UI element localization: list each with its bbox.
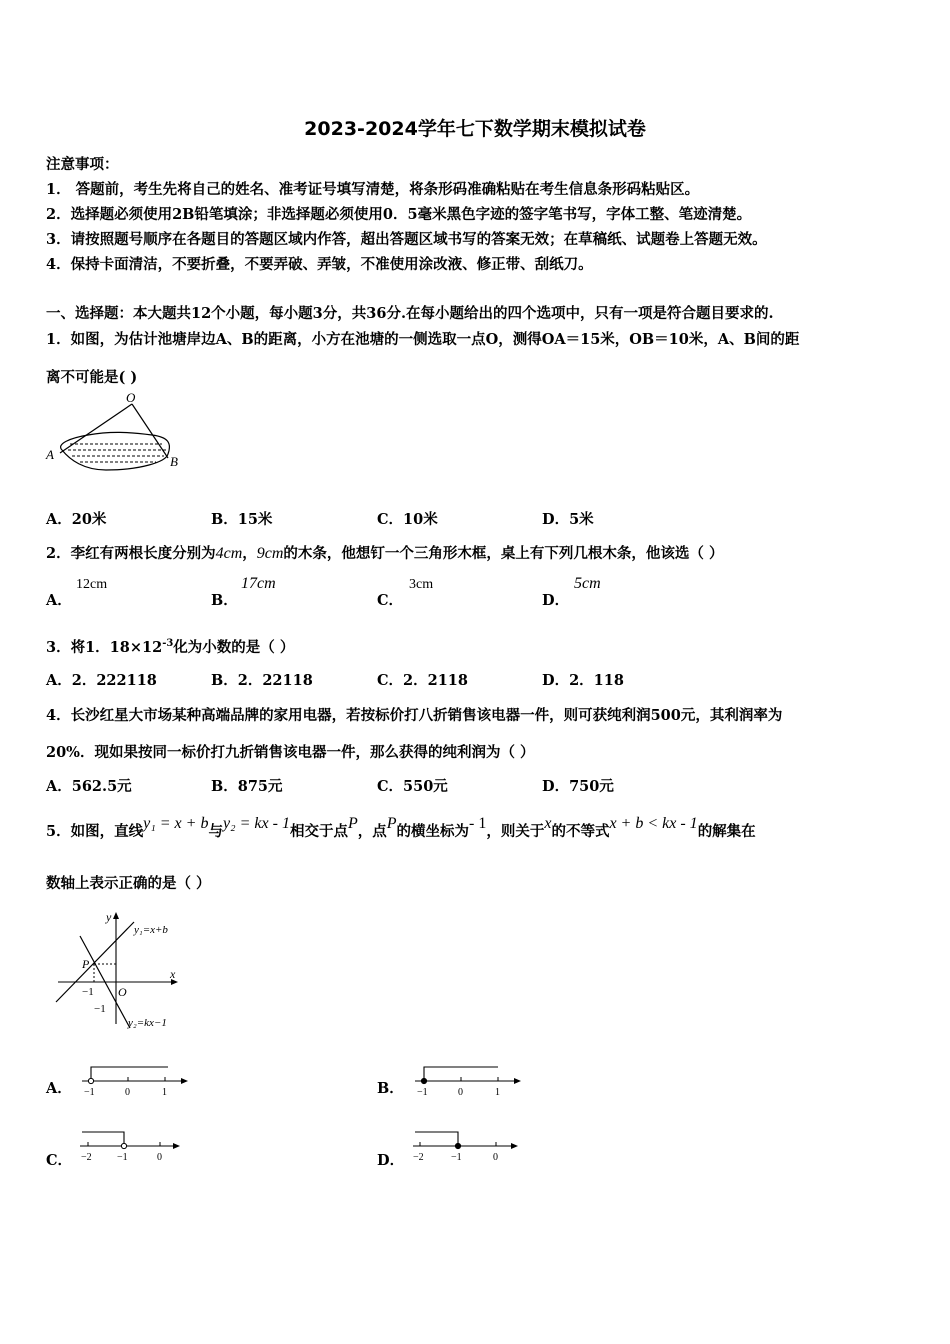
q5-label-o: O — [118, 985, 127, 999]
q3-option-c: C．2．2118 — [377, 672, 468, 689]
q5-stem-line2: 数轴上表示正确的是（ ） — [46, 875, 211, 892]
q5-text-4: ，点 — [357, 823, 387, 840]
q2-text-pre: 2．李红有两根长度分别为 — [46, 545, 216, 562]
q5-label-y: y — [106, 910, 112, 924]
q1-option-b: B．15米 — [211, 511, 273, 528]
q2-value-d: 5cm — [574, 575, 601, 592]
q5-label-line1: y₁=x+b — [134, 924, 168, 936]
q2-value-c: 3cm — [409, 577, 434, 592]
q1-label-o: O — [126, 390, 136, 405]
q5-a-tick-3: 1 — [162, 1087, 167, 1098]
q2-label-b: B． — [211, 592, 238, 609]
q2-value-a: 12cm — [76, 577, 108, 592]
q5-text-2: 与 — [208, 823, 223, 840]
q5-option-b-label: B． — [377, 1080, 404, 1097]
q5-math-neg1: - 1 — [469, 815, 487, 832]
q5-d-tick-1: −2 — [413, 1152, 424, 1163]
q1-option-d: D．5米 — [542, 511, 594, 528]
q2-label-c: C． — [377, 592, 404, 609]
q3-text-post: 化为小数的是（ ） — [173, 639, 295, 656]
q1-stem-line2: 离不可能是( ) — [46, 369, 138, 386]
q3-option-b: B．2．22118 — [211, 672, 313, 689]
q5-label-p: P — [82, 957, 90, 971]
q5-text-1: 5．如图，直线 — [46, 823, 144, 840]
q3-stem — [46, 636, 294, 657]
q5-math-p1: P — [347, 815, 358, 832]
q5-option-d-label: D． — [377, 1152, 405, 1169]
q1-option-c: C．10米 — [377, 511, 438, 528]
q2-stem — [46, 542, 723, 563]
q5-c-tick-3: 0 — [157, 1152, 162, 1163]
q5-text-5: 的横坐标为 — [396, 823, 470, 840]
q1-label-b: B — [170, 454, 178, 469]
notice-heading: 注意事项： — [46, 156, 119, 173]
q2-math-9cm: 9cm — [256, 545, 284, 562]
q5-text-7: 的不等式 — [551, 823, 610, 840]
q5-option-c-label: C． — [46, 1152, 73, 1169]
q5-d-tick-3: 0 — [493, 1152, 498, 1163]
q5-b-tick-1: −1 — [417, 1087, 428, 1098]
section-heading: 一、选择题：本大题共12个小题，每小题3分，共36分.在每小题给出的四个选项中，只有一项是符合题目要求的. — [46, 305, 774, 322]
q5-option-d-numberline — [411, 1127, 526, 1167]
q1-option-a: A．20米 — [46, 511, 107, 528]
q5-a-tick-1: −1 — [84, 1087, 95, 1098]
q5-c-tick-1: −2 — [81, 1152, 92, 1163]
q4-stem-line1: 4．长沙红星大市场某种高端品牌的家用电器，若按标价打八折销售该电器一件，则可获纯利润500元，其利润率为 — [46, 707, 783, 724]
q5-label-neg1-x: −1 — [82, 986, 94, 998]
q2-math-4cm: 4cm — [215, 545, 243, 562]
q5-math-y1: y₁ = x + b — [143, 815, 209, 832]
q5-c-tick-2: −1 — [117, 1152, 128, 1163]
q5-option-a-label: A． — [46, 1080, 72, 1097]
q2-text-sep: ， — [242, 545, 257, 562]
q5-a-tick-2: 0 — [125, 1087, 130, 1098]
q5-option-c-numberline — [78, 1127, 193, 1167]
q5-stem-line1 — [46, 815, 756, 841]
q2-label-a: A． — [46, 592, 72, 609]
q5-option-b-numberline — [411, 1062, 526, 1102]
q1-pond-figure — [40, 388, 190, 478]
q5-label-line2: y₂=kx−1 — [128, 1017, 167, 1029]
q5-b-tick-3: 1 — [495, 1087, 500, 1098]
q5-option-a-numberline — [78, 1062, 193, 1102]
notice-item-4: 4．保持卡面清洁，不要折叠，不要弄破、弄皱，不准使用涂改液、修正带、刮纸刀。 — [46, 256, 593, 273]
q5-math-p2: P — [386, 815, 397, 832]
q4-option-a: A．562.5元 — [46, 778, 132, 795]
q2-value-b: 17cm — [241, 575, 276, 592]
notice-item-1: 1． 答题前，考生先将自己的姓名、准考证号填写清楚，将条形码准确粘贴在考生信息条形码粘贴区。 — [46, 181, 700, 198]
q5-math-y2: y₂ = kx - 1 — [222, 815, 290, 832]
q1-label-a: A — [46, 447, 54, 462]
q3-option-a: A．2．222118 — [46, 672, 157, 689]
notice-item-2: 2．选择题必须使用2B铅笔填涂；非选择题必须使用0．5毫米黑色字迹的签字笔书写，字体工整、笔迹清楚。 — [46, 206, 752, 223]
q4-option-b: B．875元 — [211, 778, 283, 795]
q3-text-pre: 3．将1．18×12 — [46, 639, 163, 656]
q5-math-inequality: x + b < kx - 1 — [609, 815, 698, 832]
q5-math-x: x — [544, 815, 552, 832]
page-title: 2023-2024学年七下数学期末模拟试卷 — [304, 118, 646, 140]
q4-stem-line2: 20%．现如果按同一标价打九折销售该电器一件，那么获得的纯利润为（ ） — [46, 744, 535, 761]
q3-option-d: D．2．118 — [542, 672, 624, 689]
q5-d-tick-2: −1 — [451, 1152, 462, 1163]
q3-exponent: -3 — [162, 638, 174, 650]
q4-option-d: D．750元 — [542, 778, 614, 795]
q4-option-c: C．550元 — [377, 778, 448, 795]
q2-text-post: 的木条，他想钉一个三角形木框，桌上有下列几根木条，他该选（ ） — [283, 545, 724, 562]
q5-label-neg1-y: −1 — [94, 1003, 106, 1015]
q5-text-8: 的解集在 — [697, 823, 756, 840]
notice-item-3: 3．请按照题号顺序在各题目的答题区域内作答，超出答题区域书写的答案无效；在草稿纸、试题卷上答题无效。 — [46, 231, 767, 248]
q5-text-6: ，则关于 — [486, 823, 545, 840]
q5-b-tick-2: 0 — [458, 1087, 463, 1098]
q5-label-x: x — [170, 967, 176, 981]
q1-stem-line1: 1．如图，为估计池塘岸边A、B的距离，小方在池塘的一侧选取一点O，测得OA＝15米，OB＝10米，A、B间的距 — [46, 331, 800, 348]
q5-graph-figure — [50, 908, 200, 1033]
q2-label-d: D． — [542, 592, 570, 609]
q5-text-3: 相交于点 — [289, 823, 348, 840]
